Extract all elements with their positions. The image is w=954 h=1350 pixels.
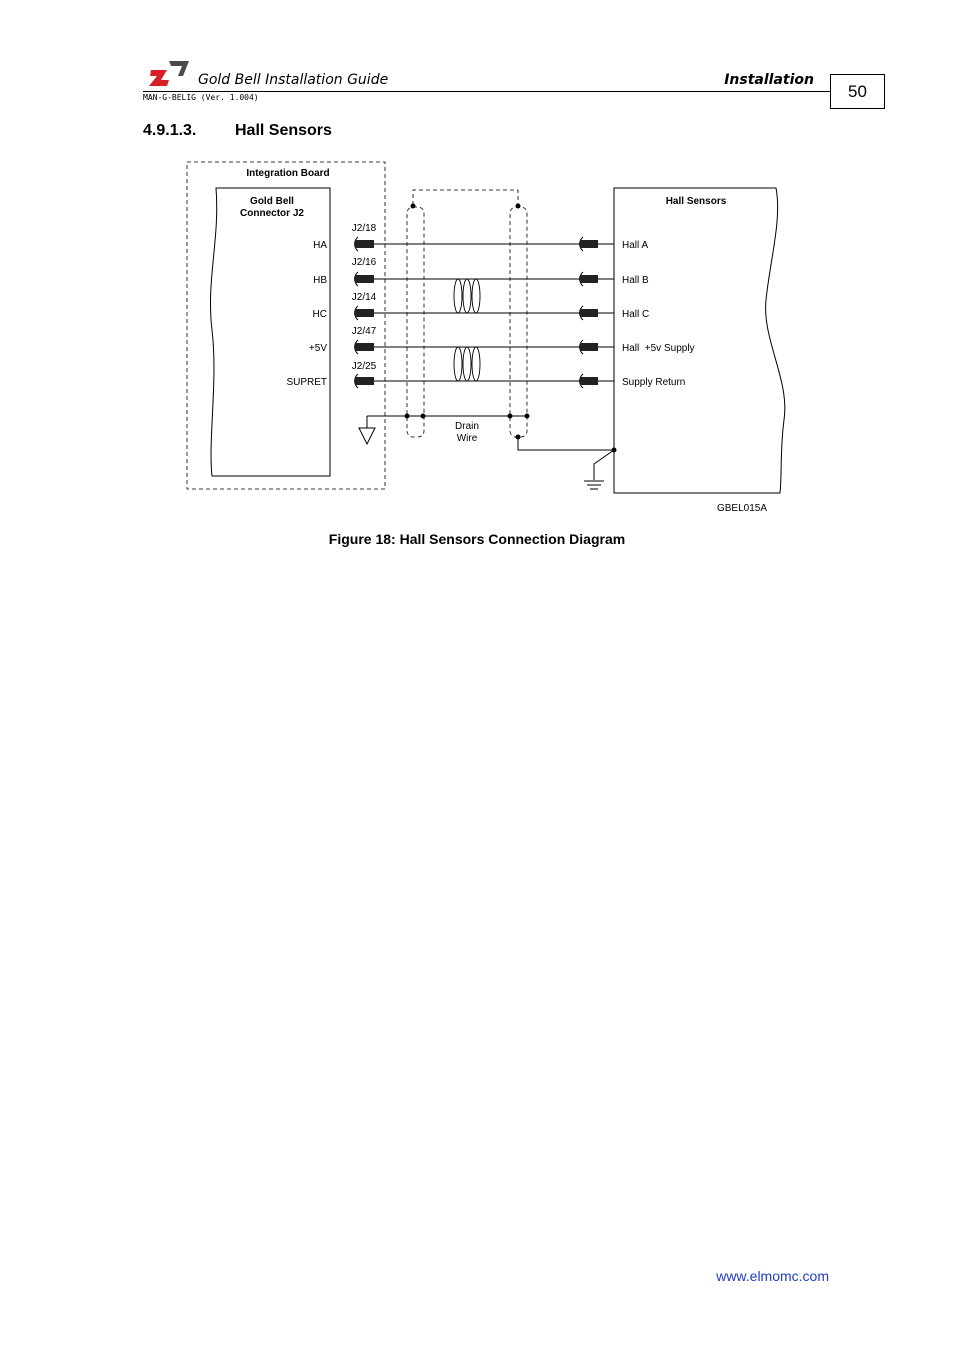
pin-icon (355, 309, 374, 317)
twisted-pair-hb-hc (454, 279, 480, 313)
pin-icon (580, 377, 598, 385)
pin-icon (580, 275, 598, 283)
sensor-signal-label: Hall +5v Supply (622, 343, 695, 354)
pin-icon (355, 240, 374, 248)
drain-wire-label-1: Drain (455, 421, 479, 432)
hall-sensors-diagram (180, 155, 800, 525)
pin-icon (580, 240, 598, 248)
signal-label: +5V (308, 343, 327, 354)
pin-row (313, 223, 648, 251)
pin-row (309, 326, 695, 354)
section-heading (143, 122, 332, 140)
section-number: 4.9.1.3. (143, 122, 197, 139)
pin-icon (355, 377, 374, 385)
pin-label: J2/25 (351, 361, 377, 372)
cable-shield-top (413, 190, 518, 205)
chassis-ground-icon (584, 481, 604, 489)
elmo-logo (147, 58, 191, 88)
drain-to-sensor (518, 437, 614, 450)
pin-icon (580, 343, 598, 351)
shield-left (407, 207, 424, 437)
page-number: 50 (830, 74, 885, 109)
pin-icon (355, 343, 374, 351)
section-name: Installation (724, 72, 814, 88)
sensor-signal-label: Supply Return (622, 377, 686, 388)
hall-sensors-box (614, 188, 785, 493)
hall-sensors-label: Hall Sensors (665, 196, 727, 207)
sensor-signal-label: Hall A (622, 240, 649, 251)
section-title: Hall Sensors (235, 122, 332, 139)
sensor-signal-label: Hall B (622, 275, 649, 286)
pin-row (313, 257, 649, 286)
connector-label-line1: Gold Bell (250, 196, 294, 207)
twisted-pair-5v-supret (454, 347, 480, 381)
website-link[interactable]: www.elmomc.com (716, 1268, 829, 1284)
sensor-signal-label: Hall C (622, 309, 650, 320)
ground-symbol-board (359, 428, 375, 444)
document-title: Gold Bell Installation Guide (198, 72, 389, 88)
pin-label: J2/47 (351, 326, 377, 337)
pin-label: J2/18 (351, 223, 377, 234)
integration-board-label: Integration Board (246, 168, 330, 179)
signal-label: HB (313, 275, 327, 286)
signal-label: SUPRET (286, 377, 327, 388)
signal-label: HC (312, 309, 327, 320)
signal-label: HA (313, 240, 327, 251)
drain-wire-label-2: Wire (456, 433, 478, 444)
pin-row (313, 292, 650, 320)
pin-icon (355, 275, 374, 283)
connector-j2-box (210, 188, 330, 476)
pin-icon (580, 309, 598, 317)
document-version: MAN-G-BELIG (Ver. 1.004) (143, 93, 259, 102)
pin-label: J2/14 (351, 292, 377, 303)
connector-label-line2: Connector J2 (240, 208, 304, 219)
header-divider (143, 91, 831, 92)
figure-caption: Figure 18: Hall Sensors Connection Diagram (328, 531, 626, 547)
pin-label: J2/16 (351, 257, 377, 268)
shield-right (510, 207, 527, 437)
pin-row (286, 361, 685, 388)
figure-code: GBEL015A (716, 503, 768, 514)
